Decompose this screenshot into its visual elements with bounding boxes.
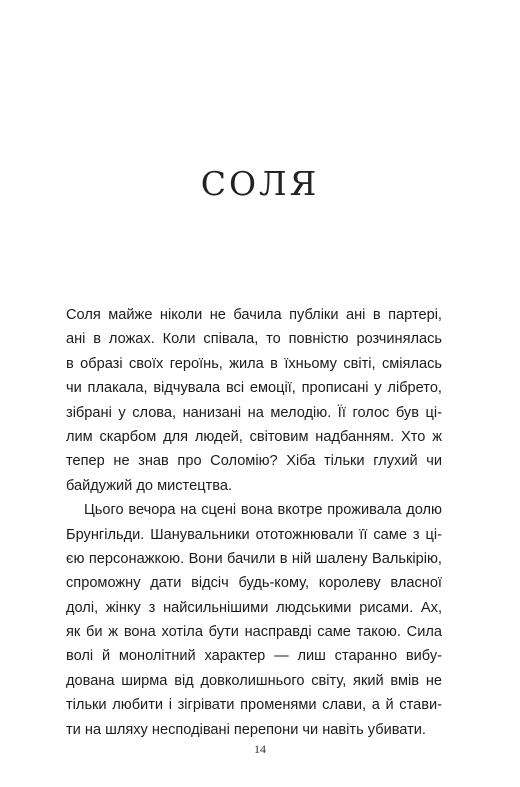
text-line: зібрані у слова, нанизані на мелодію. Її голос був ці- — [66, 404, 442, 421]
text-line: тільки любити і зігрівати променями слави, а й стави- — [66, 697, 442, 714]
text-line: Соля майже ніколи не бачила публіки ані в партері, — [66, 307, 442, 323]
text-line: ані в ложах. Коли співала, то повністю розчинялась — [66, 331, 442, 348]
text-line: спроможну дати відсіч будь-кому, королеву власної — [66, 575, 442, 592]
chapter-title: СОЛЯ — [200, 164, 320, 203]
text-line: ти на шляху несподівані перепони чи навіть убивати. — [66, 721, 426, 738]
text-line: тепер не знав про Соломію? Хіба тільки глухий чи — [66, 453, 442, 470]
text-line: чи плакала, відчувала всі емоції, прописані у лібрето, — [66, 380, 442, 397]
text-line: в образі своїх героїнь, жила в їхньому світі, сміялась — [66, 355, 442, 372]
text-line: як би ж вона хотіла бути насправді саме такою. Сила — [66, 624, 442, 641]
text-line: Цього вечора на сцені вона вкотре проживала долю — [84, 502, 442, 519]
text-line: долі, жінку з найсильнішими людськими рисами. Ах, — [66, 599, 442, 616]
body-text — [66, 303, 442, 742]
text-line: Брунгільди. Шанувальники ототожнювали її саме з ці- — [66, 526, 442, 543]
text-line: дована ширма від довколишнього світу, який вмів не — [66, 672, 442, 689]
paragraph-2 — [66, 498, 442, 742]
page-number: 14 — [254, 742, 266, 756]
text-line: єю персонажкою. Вони бачили в ній шалену Валькірію, — [66, 550, 442, 567]
text-line: байдужий до мистецтва. — [66, 477, 232, 494]
text-line: волі й монолітний характер — лиш старанно вибу- — [66, 648, 442, 665]
paragraph-1 — [66, 303, 442, 498]
text-line: лим скарбом для людей, світовим надбанням. Хто ж — [66, 428, 442, 445]
